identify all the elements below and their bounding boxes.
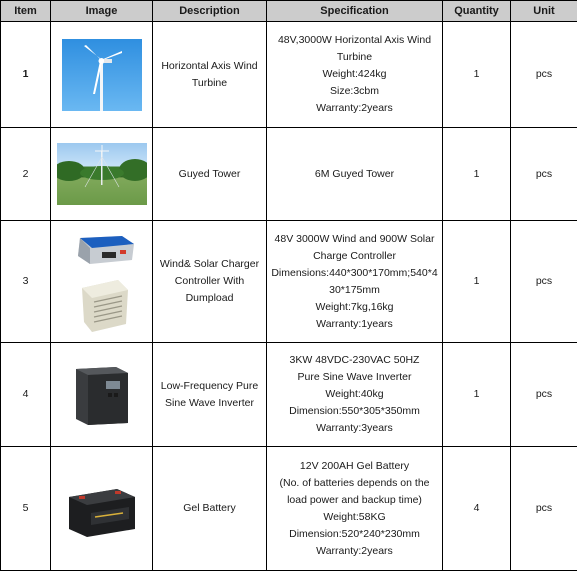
specification <box>267 22 443 128</box>
inverter-photo <box>72 363 132 427</box>
spec-line: 6M Guyed Tower <box>314 167 395 180</box>
quantity: 1 <box>443 221 511 343</box>
description: Horizontal Axis Wind Turbine <box>153 22 267 128</box>
table-row <box>1 221 577 343</box>
header-quantity: Quantity <box>443 1 511 22</box>
unit: pcs <box>511 343 577 447</box>
spec-line: 3KW 48VDC-230VAC 50HZ <box>289 354 420 366</box>
image-cell <box>51 128 153 221</box>
table-row <box>1 447 577 571</box>
unit: pcs <box>511 128 577 221</box>
spec-line: Weight:58KG <box>323 510 386 523</box>
spec-line: 30*175mm <box>329 283 380 296</box>
unit: pcs <box>511 221 577 343</box>
spec-line: Weight:424kg <box>322 68 387 80</box>
unit: pcs <box>511 22 577 128</box>
description: Low-Frequency Pure Sine Wave Inverter <box>153 343 267 447</box>
spec-line: 48V,3000W Horizontal Axis Wind <box>277 34 432 46</box>
spec-line: Turbine <box>336 51 373 63</box>
image-cell <box>51 22 153 128</box>
spec-line: Weight:40kg <box>325 388 384 400</box>
header-item: Item <box>1 1 51 22</box>
guyed-tower-photo <box>57 143 147 205</box>
spec-line: 48V 3000W Wind and 900W Solar <box>274 232 435 245</box>
header-unit: Unit <box>511 1 577 22</box>
charge-controller-photo <box>66 230 138 334</box>
gel-battery-photo <box>65 479 139 539</box>
spec-line: Warranty:1years <box>316 317 393 330</box>
item-number: 2 <box>1 128 51 221</box>
description: Guyed Tower <box>153 128 267 221</box>
spec-line: 12V 200AH Gel Battery <box>299 459 410 472</box>
specification <box>267 343 443 447</box>
description: Gel Battery <box>153 447 267 571</box>
spec-line: Dimension:520*240*230mm <box>289 527 420 540</box>
specification <box>267 221 443 343</box>
description: Wind& Solar Charger Controller With Dumpload <box>153 221 267 343</box>
spec-line: Size:3cbm <box>329 85 380 97</box>
table-row <box>1 128 577 221</box>
unit: pcs <box>511 447 577 571</box>
spec-line: Warranty:2years <box>316 544 393 557</box>
table-row <box>1 22 577 128</box>
image-cell <box>51 447 153 571</box>
spec-line: (No. of batteries depends on the <box>279 476 430 489</box>
header-description: Description <box>153 1 267 22</box>
quantity: 4 <box>443 447 511 571</box>
spec-line: Dimension:550*305*350mm <box>289 405 420 417</box>
quantity: 1 <box>443 128 511 221</box>
image-cell <box>51 343 153 447</box>
header-image: Image <box>51 1 153 22</box>
spec-line: Charge Controller <box>313 249 396 262</box>
item-number: 4 <box>1 343 51 447</box>
table-row <box>1 343 577 447</box>
item-number: 5 <box>1 447 51 571</box>
spec-line: Weight:7kg,16kg <box>315 300 394 313</box>
spec-line: Dimensions:440*300*170mm;540*4 <box>271 266 438 279</box>
quantity: 1 <box>443 343 511 447</box>
specification <box>267 447 443 571</box>
spec-line: Pure Sine Wave Inverter <box>297 371 412 383</box>
spec-line: load power and backup time) <box>287 493 422 506</box>
wind-turbine-photo <box>62 39 142 111</box>
image-cell <box>51 221 153 343</box>
specification <box>267 128 443 221</box>
header-row <box>1 1 577 22</box>
header-specification: Specification <box>267 1 443 22</box>
quantity: 1 <box>443 22 511 128</box>
item-number: 3 <box>1 221 51 343</box>
spec-line: Warranty:3years <box>316 422 393 434</box>
spec-line: Warranty:2years <box>316 102 393 114</box>
item-number: 1 <box>1 22 51 128</box>
